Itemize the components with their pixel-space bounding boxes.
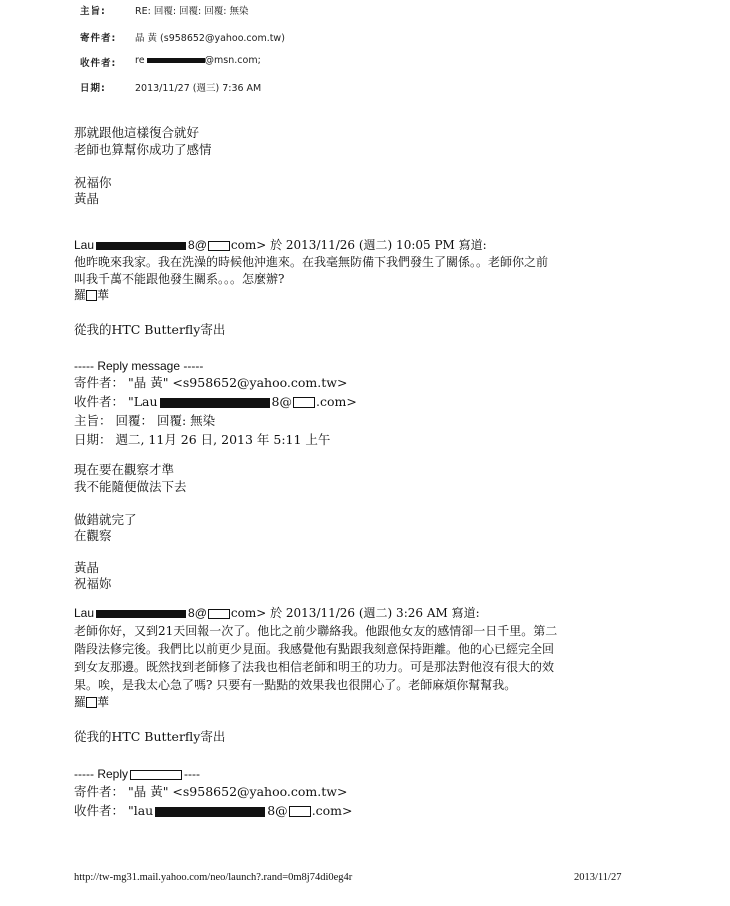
reply1-line1: 那就跟他這樣復合就好 bbox=[74, 125, 200, 140]
date-value: 2013/11/27 (週三) 7:36 AM bbox=[135, 83, 262, 94]
reply-message1-date: 日期： 週二, 11月 26 日, 2013 年 5:11 上午 bbox=[74, 432, 331, 447]
quote2-line3: 到女友那邊。既然找到老師修了法我也相信老師和明王的功力。可是那法對他沒有很大的效 bbox=[74, 660, 555, 674]
quote1-sent-from: 從我的HTC Butterfly寄出 bbox=[74, 322, 226, 337]
footer-date: 2013/11/27 bbox=[574, 872, 622, 883]
quote2-signature: 羅 華 bbox=[74, 695, 110, 709]
redaction-box bbox=[130, 770, 182, 780]
redaction-box bbox=[86, 697, 97, 708]
quote2-line1: 老師你好，又到21天回報一次了。他比之前少聯絡我。他跟他女友的感情卻一日千里。第二 bbox=[74, 624, 558, 638]
subject-label: 主旨: bbox=[80, 6, 106, 17]
redaction-bar bbox=[96, 610, 186, 618]
reply-message1-body6: 祝福妳 bbox=[74, 576, 112, 591]
date-label: 日期: bbox=[80, 83, 106, 94]
from-value: 晶 黃 (s958652@yahoo.com.tw) bbox=[135, 33, 285, 44]
redaction-box bbox=[289, 806, 311, 817]
reply-message2-to: 收件者： "lau 8@ .com> bbox=[74, 803, 353, 818]
footer-url: http://tw-mg31.mail.yahoo.com/neo/launch?.rand=0m8j74di0eg4r bbox=[74, 872, 353, 883]
reply-message1-divider: ----- Reply message ----- bbox=[74, 359, 204, 373]
redaction-bar bbox=[96, 242, 186, 250]
subject-value: RE: 回覆: 回覆: 回覆: 無染 bbox=[135, 6, 249, 17]
quote1-signature: 羅 華 bbox=[74, 288, 110, 302]
reply-message1-body5: 黃晶 bbox=[74, 560, 100, 575]
redaction-box bbox=[293, 397, 315, 408]
reply1-line2: 老師也算幫你成功了感情 bbox=[74, 142, 212, 157]
quote2-sender-line: Lau 8@ com> 於 2013/11/26 (週二) 3:26 AM 寫道: bbox=[74, 606, 480, 620]
to-suffix: @msn.com; bbox=[204, 55, 261, 66]
to-value bbox=[135, 55, 261, 66]
quote1-line2: 叫我千萬不能跟他發生關系。。。怎麼辦? bbox=[74, 272, 285, 286]
reply-message1-body1: 現在要在觀察才準 bbox=[74, 462, 175, 477]
reply-message1-body4: 在觀察 bbox=[74, 528, 112, 543]
redaction-bar bbox=[155, 807, 265, 817]
reply-message1-body3: 做錯就完了 bbox=[74, 512, 137, 527]
to-label: 收件者: bbox=[80, 58, 117, 69]
quote1-line1: 他昨晚來我家。我在洗澡的時候他沖進來。在我毫無防備下我們發生了關係。。老師你之前 bbox=[74, 255, 549, 269]
redaction-box bbox=[208, 241, 230, 251]
redaction-box bbox=[86, 290, 97, 301]
redaction-bar bbox=[160, 398, 270, 408]
quote1-sender-line: Lau 8@ com> 於 2013/11/26 (週二) 10:05 PM 寫道: bbox=[74, 238, 487, 252]
from-label: 寄件者: bbox=[80, 33, 117, 44]
quote2-line2: 階段法修完後。我們比以前更少見面。我感覺他有點跟我刻意保持距離。他的心已經完全回 bbox=[74, 642, 555, 656]
redaction-box bbox=[208, 609, 230, 619]
redaction-bar bbox=[147, 58, 205, 63]
reply-message1-from: 寄件者： "晶 黃" <s958652@yahoo.com.tw> bbox=[74, 375, 348, 390]
quote2-sent-from: 從我的HTC Butterfly寄出 bbox=[74, 729, 226, 744]
reply-message1-to: 收件者： "Lau 8@ .com> bbox=[74, 394, 357, 409]
reply-message2-from: 寄件者： "晶 黃" <s958652@yahoo.com.tw> bbox=[74, 784, 348, 799]
reply-message1-subject: 主旨： 回覆： 回覆: 無染 bbox=[74, 413, 216, 428]
quote2-line4: 果。唉，是我太心急了嗎? 只要有一點點的效果我也很開心了。老師麻煩你幫幫我。 bbox=[74, 678, 517, 692]
reply1-line3: 祝福你 bbox=[74, 175, 112, 190]
reply-message2-divider: ----- Reply ---- bbox=[74, 767, 200, 781]
reply1-line4: 黃晶 bbox=[74, 191, 100, 206]
to-prefix: re bbox=[135, 55, 145, 66]
reply-message1-body2: 我不能隨便做法下去 bbox=[74, 479, 187, 494]
